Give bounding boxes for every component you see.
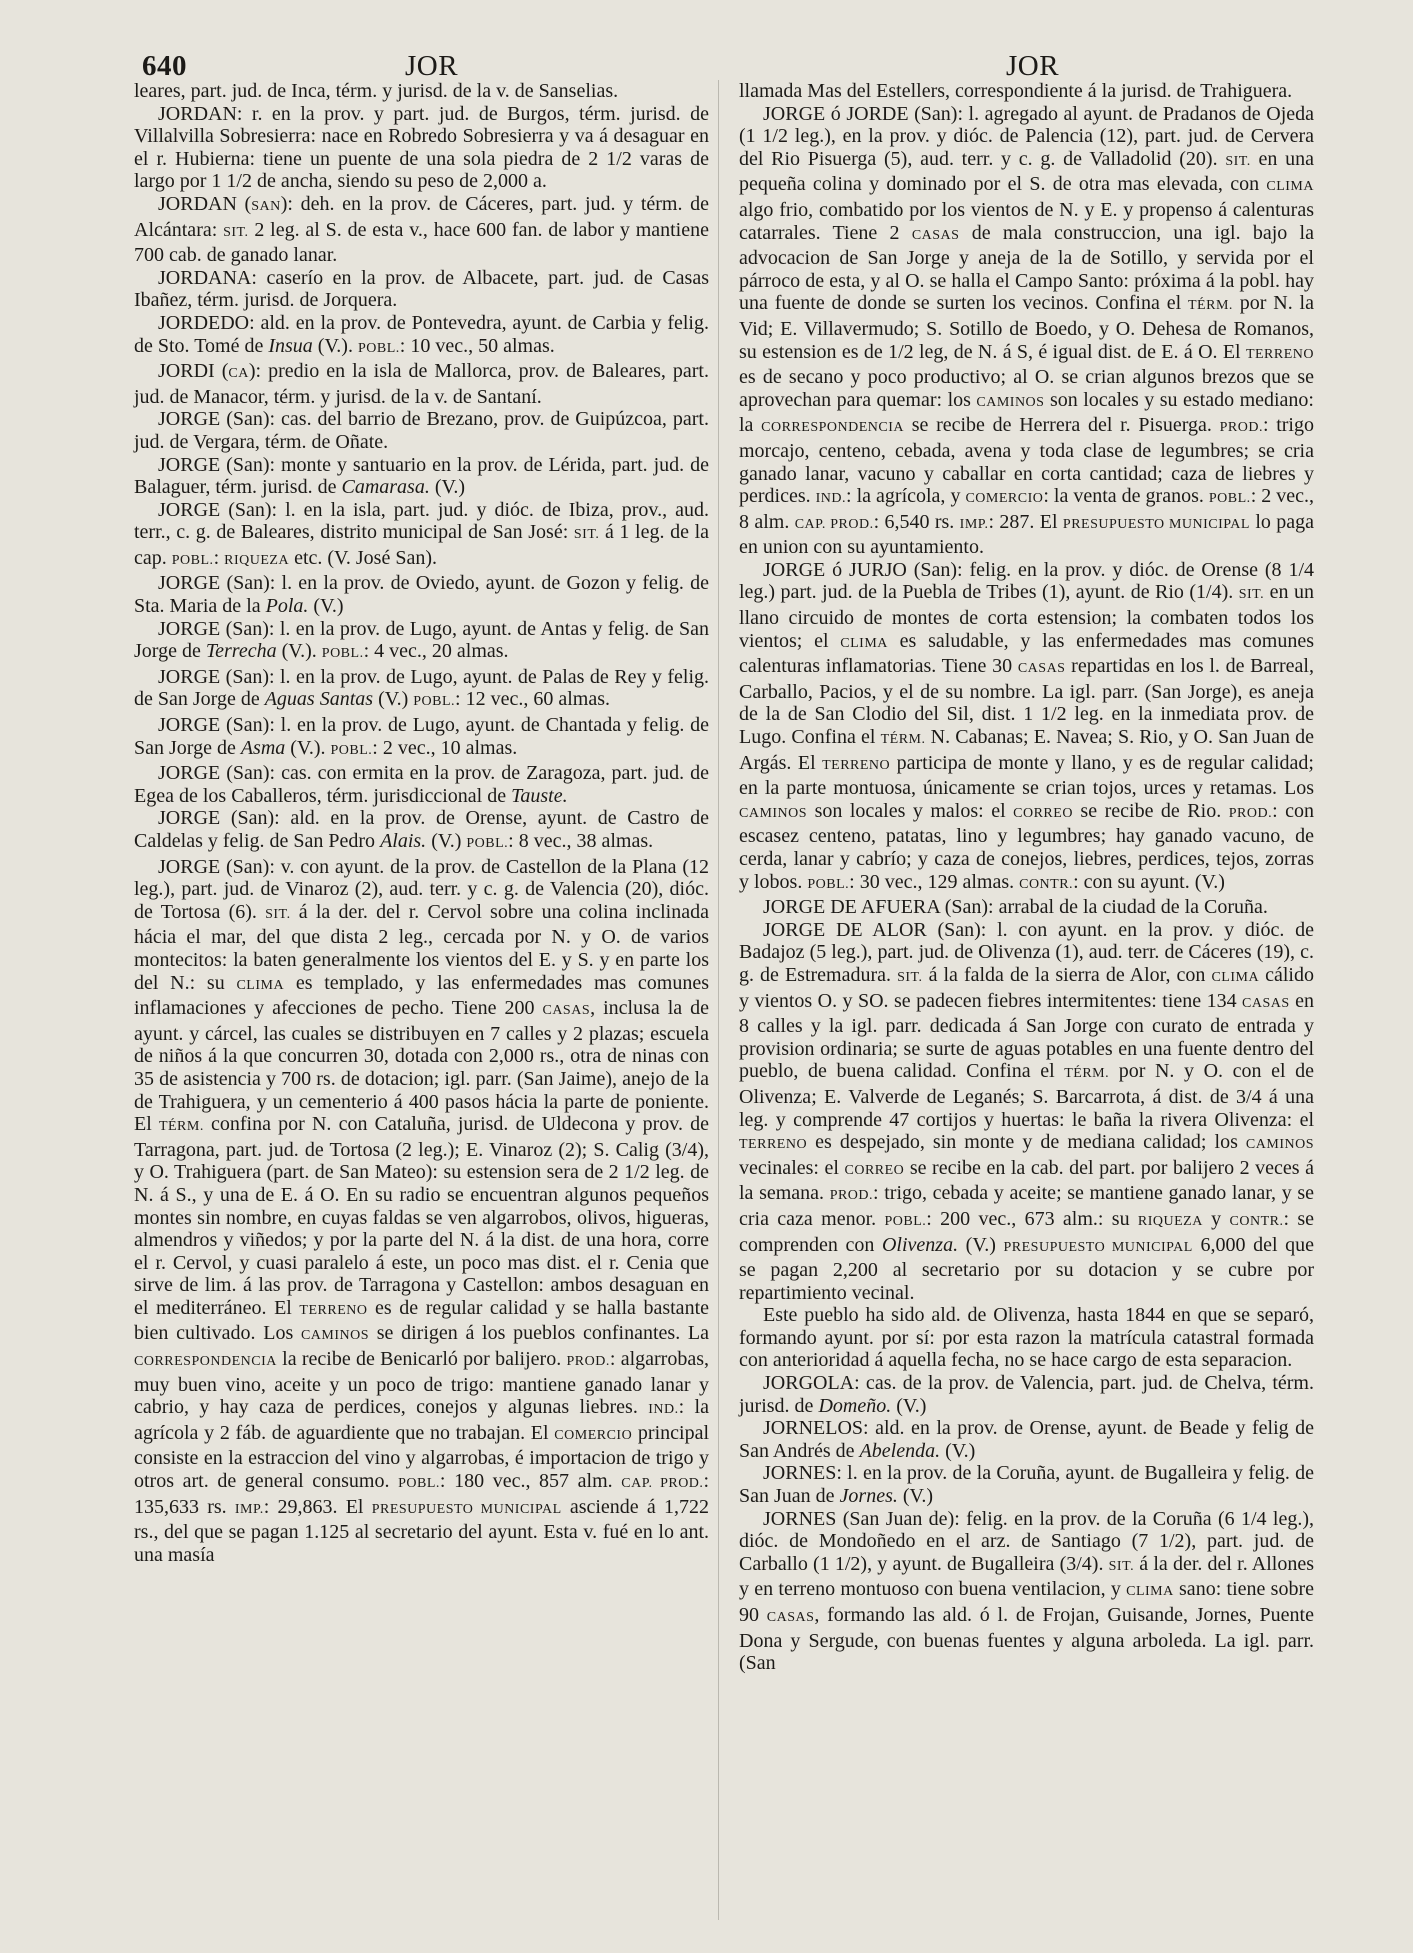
entry-text: (V.) [426, 830, 467, 852]
small-caps-term: CASAS [1017, 661, 1066, 677]
entry-continuation [134, 80, 709, 103]
small-caps-term: CASAS [542, 1003, 591, 1019]
small-caps-term: CORREO [844, 1162, 905, 1178]
entry-text: JORDAN: r. en la prov. y part. jud. de Burgos, térm. jurisd. de Villalvilla Sobresierra: nace en Robredo Sobresierra y va á desaguar en el r. Hubierna: tiene un puente de una sola piedra de 2 1/2 varas de largo por 1 1/2 de ancha, siendo su peso de 2,000 a. [134, 102, 709, 193]
entry-text: JORGE DE AFUERA (San): arrabal de la ciudad de la Coruña. [763, 896, 1268, 919]
gazetteer-entry [134, 666, 709, 714]
small-caps-term: POBL. [330, 742, 373, 758]
entry-text: JORGE (San): l. en la prov. de Oviedo, ayunt. de Gozon y felig. de Sta. Maria de la [134, 572, 709, 618]
entry-text: repartidas en los l. de Barreal, Carballo, Pacios, y el de su nombre. La igl. parr. (San Jorge), es aneja de la de San Clodio del Sil, dist. 1 1/2 leg. en la inmediata prov. de Lugo. Confina el [739, 655, 1314, 749]
entry-text: : con escasez centeno, patatas, lino y legumbres; hay ganado vacuno, de cerda, lanar y cabrío; y caza de conejos, liebres, perdices, tejos, zorras y lobos. [739, 799, 1315, 893]
entry-text: : 287. El [988, 510, 1063, 533]
entry-text: JORGE ó JURJO (San): felig. en la prov. y dióc. de Orense (8 1/4 leg.) part. jud. de la Puebla de Tribes (1), ayunt. de Rio (1/4). [739, 558, 1314, 604]
entry-text: JORGE ó JORDE (San): l. agregado al ayunt. de Pradanos de Ojeda (1 1/2 leg.), en la prov. y dióc. de Palencia (12), part. jud. de Cervera del Rio Pisuerga (5), aud. terr. y c. g. de Valladolid (20). [739, 102, 1314, 170]
small-caps-term: IND. [815, 491, 847, 507]
entry-text: es saludable, y las enfermedades mas comunes calenturas inflamatorias. Tiene 30 [739, 629, 1315, 678]
entry-text: JORDANA: caserío en la prov. de Albacete, part. jud. de Casas Ibañez, térm. jurisd. de Jorquera. [134, 266, 709, 312]
entry-text: y [1202, 1207, 1230, 1230]
entry-text: cálido y vientos O. y SO. se padecen fiebres intermitentes: tiene 134 [739, 963, 1314, 1012]
gazetteer-entry [739, 919, 1314, 1305]
entry-text: JORGE (San): l. en la isla, part. jud. y dióc. de Ibiza, prov., aud. terr., c. g. de Baleares, distrito municipal de San José: [134, 498, 709, 544]
small-caps-term: SIT. [1108, 1558, 1135, 1574]
entry-text: es de secano y poco productivo; al O. se crian algunos brezos que se aprovechan para quemar: los [739, 366, 1314, 411]
small-caps-term: CAMINOS [739, 805, 808, 821]
small-caps-term: COMERCIO [554, 1427, 633, 1443]
small-caps-term: POBL. [398, 1476, 440, 1492]
small-caps-term: SIT. [223, 224, 249, 240]
small-caps-term: CLIMA [1126, 1584, 1174, 1600]
entry-text: sano: tiene sobre 90 [739, 1578, 1314, 1626]
small-caps-term: CAP. PROD. [794, 516, 874, 532]
entry-text: á 1 leg. de la cap. [134, 521, 710, 569]
entry-text: algo frio, combatido por los vientos de N. y E. y propenso á calenturas catarrales. Tiene 2 [739, 198, 1314, 244]
gazetteer-entry [134, 499, 709, 573]
entry-text: : la venta de granos. [1043, 485, 1209, 508]
entry-text: JORGE DE ALOR (San): l. con ayunt. en la prov. y dióc. de Badajoz (5 leg.), part. jud. de Olivenza (1), aud. terr. de Cáceres (19), c. g. de Estremadura. [739, 918, 1314, 986]
small-caps-term: PRESUPUESTO MUNICIPAL [1062, 516, 1250, 532]
small-caps-term: CAMINOS [300, 1328, 370, 1344]
small-caps-term: CAP. PROD. [621, 1476, 704, 1492]
small-caps-term: PROD. [829, 1188, 874, 1204]
small-caps-term: CLIMA [1266, 179, 1314, 195]
entry-text: á la der. del r. Allones y en terreno montuoso con buena ventilacion, y [739, 1552, 1315, 1601]
small-caps-term: CASAS [766, 1610, 815, 1625]
entry-text: : 10 vec., 50 almas. [399, 334, 555, 357]
entry-text: JORDEDO: ald. en la prov. de Pontevedra, ayunt. de Carbia y felig. de Sto. Tomé de [134, 311, 709, 357]
gazetteer-entry [739, 1508, 1314, 1675]
italic-reference: Camarasa. [341, 476, 430, 499]
entry-text: : la agrícola, y [846, 485, 966, 508]
entry-text: : 2 vec., 10 almas. [372, 736, 518, 759]
italic-reference: Pola. [265, 595, 309, 618]
entry-text: ): deh. en la prov. de Cáceres, part. jud. y térm. de Alcántara: [134, 192, 709, 241]
small-caps-term: CASAS [911, 227, 960, 243]
entry-text: : 4 vec., 20 almas. [363, 640, 509, 663]
small-caps-term: POBL. [357, 340, 400, 356]
entry-text: (V.) [897, 1485, 934, 1508]
entry-text: (V.) [373, 688, 414, 711]
entry-text: : con su ayunt. (V.) [1073, 870, 1225, 893]
small-caps-term: SAN [251, 198, 281, 214]
entry-text: JORGE (San): ald. en la prov. de Orense, ayunt. de Castro de Caldelas y felig. de San Pedro [134, 807, 709, 852]
entry-text: : algarrobas, muy buen vino, aceite y un poco de trigo: mantiene ganado lanar y cabrio, y hay caza de perdices, conejos y algunas liebres. [134, 1348, 709, 1419]
gazetteer-entry [134, 103, 709, 193]
entry-text: : 6,540 rs. [873, 510, 960, 533]
small-caps-term: COMERCIO [965, 491, 1044, 507]
entry-text: : 8 vec., 38 almas. [508, 830, 654, 852]
gazetteer-entry [134, 714, 709, 762]
italic-reference: Aguas Santas [264, 688, 374, 711]
gazetteer-entry [134, 193, 709, 267]
entry-text: (V.) [308, 595, 344, 618]
entry-text: son locales y malos: el [807, 799, 1014, 822]
gazetteer-entry [739, 103, 1314, 559]
entry-text: : [213, 546, 225, 569]
gazetteer-entry [134, 312, 709, 360]
small-caps-term: SIT. [573, 527, 600, 543]
entry-text: confina por N. con Cataluña, jurisd. de Uldecona y prov. de Tarragona, part. jud. de Tortosa (2 leg.); E. Vinaroz (2); S. Calig (3/4), y O. Trahiguera (part. de San Mateo): su estension sera de 2 1/2 leg. de N. á S., y una de E. á O. En su radio se encuentran algunos pequeños montes sin nombre, en cuyas faldas se ven algarrobos, olivos, higueras, almendros y viñedos; y por la parte del N. á la dist. de una hora, corre el r. Cervol, y cuasi paralelo á este, un poco mas dist. el r. Cenia que sirve de lim. á las prov. de Tarragona y Castellon: ambos desaguan en el mediterráneo. El [134, 1113, 710, 1319]
small-caps-term: RIQUEZA [1137, 1213, 1203, 1229]
entry-text: JORGOLA: cas. de la prov. de Valencia, part. jud. de Chelva, térm. jurisd. de [739, 1372, 1314, 1417]
entry-text: : 30 vec., 129 almas. [849, 870, 1020, 893]
entry-text: : 2 vec., 8 alm. [739, 485, 1315, 533]
entry-text: llamada Mas del Estellers, correspondiente á la jurisd. de Trahiguera. [739, 80, 1293, 102]
small-caps-term: POBL. [466, 836, 509, 851]
entry-text: se dirigen á los pueblos confinantes. La [369, 1322, 709, 1345]
entry-text: 6,000 del que se pagan 2,200 al secretario por su dotacion y se cubre por repartimiento vecinal. [739, 1233, 1315, 1304]
italic-reference: Alais. [380, 830, 427, 852]
italic-reference: Domeño. [818, 1394, 892, 1417]
small-caps-term: TERRENO [299, 1302, 368, 1318]
entry-text: asciende á 1,722 rs., del que se pagan 1.125 al secretario del ayunt. Esta v. fué en lo ant. una masía [134, 1495, 709, 1566]
small-caps-term: TÉRM. [1188, 298, 1233, 314]
gazetteer-entry [134, 762, 709, 807]
small-caps-term: CLIMA [840, 635, 888, 651]
italic-reference: Insua [268, 334, 313, 357]
entry-text: etc. (V. José San). [289, 546, 438, 569]
entry-text: en 8 calles y la igl. parr. dedicada á San Jorge con curato de entrada y provision ordinaria; se surte de aguas potables en una fuente dentro del pueblo, de buena calidad. Confina el [739, 989, 1314, 1083]
small-caps-term: IMP. [959, 516, 989, 532]
small-caps-term: POBL. [807, 876, 850, 892]
entry-text: vecinales: el [739, 1156, 845, 1179]
entry-text: JORGE (San): monte y santuario en la prov. de Lérida, part. jud. de Balaguer, térm. jurisd. de [134, 453, 709, 499]
gazetteer-entry [739, 559, 1314, 896]
running-head-right: JOR [1006, 50, 1060, 82]
entry-text: JORGE (San): l. en la prov. de Lugo, ayunt. de Antas y felig. de San Jorge de [134, 617, 709, 663]
gazetteer-entry [134, 618, 709, 666]
small-caps-term: SIT. [897, 969, 923, 985]
small-caps-term: CLIMA [1211, 969, 1260, 985]
italic-reference: Jornes. [839, 1485, 898, 1508]
entry-text: á la falda de la sierra de Alor, con [922, 963, 1212, 986]
gazetteer-entry [739, 896, 1314, 919]
entry-text: principal consiste en la estraccion del vino y algarrobas, é importacion de trigo y otros art. de general consumo. [134, 1421, 710, 1493]
entry-text: : 200 vec., 673 alm.: su [926, 1207, 1138, 1230]
entry-text: (V.) [891, 1394, 927, 1417]
entry-text: es de regular calidad y se halla bastante bien cultivado. Los [134, 1296, 709, 1345]
entry-text: JORDAN ( [158, 192, 252, 215]
italic-reference: Olivenza. [881, 1233, 959, 1256]
entry-text: : 12 vec., 60 almas. [455, 688, 611, 711]
right-column [739, 80, 1314, 1675]
entry-text: JORGE (San): cas. del barrio de Brezano, prov. de Guipúzcoa, part. jud. de Vergara, térm. de Oñate. [134, 408, 709, 453]
small-caps-term: CAMINOS [1245, 1137, 1314, 1153]
small-caps-term: PROD. [1228, 805, 1273, 821]
entry-text: es templado, y las enfermedades mas comunes inflamaciones y afecciones de pecho. Tiene 200 [134, 971, 709, 1020]
entry-text: , inclusa la de ayunt. y cárcel, las cuales se distribuyen en 7 calles y 2 plazas; escuela de niños á la que concurren 30, dotada con 2,000 rs., otra de ninas con 35 de asistencia y 700 rs. de dotacion; igl. parr. (San Jaime), anejo de la de Trahiguera, y un cementerio á 400 pasos hácia la parte de poniente. El [134, 997, 710, 1136]
gazetteer-entry [134, 572, 709, 617]
entry-text: lo paga en union con su ayuntamiento. [739, 510, 1315, 559]
running-head-left: JOR [405, 50, 459, 82]
entry-text: en un llano circuido de montes de corta estension; la combaten todos los vientos; el [739, 581, 1314, 652]
entry-text: JORGE (San): l. en la prov. de Lugo, ayunt. de Palas de Rey y felig. de San Jorge de [134, 665, 709, 711]
entry-text: la recibe de Benicarló por balijero. [276, 1348, 567, 1371]
entry-text: N. Cabanas; E. Navea; S. Rio, y O. San Juan de Argás. El [739, 726, 1314, 774]
gazetteer-entry [134, 360, 709, 408]
entry-text: : trigo, cebada y aceite; se mantiene ganado lanar, y se cria caza menor. [739, 1182, 1315, 1230]
entry-text: JORNELOS: ald. en la prov. de Orense, ayunt. de Beade y felig de San Andrés de [739, 1417, 1314, 1462]
gazetteer-entry [134, 807, 709, 855]
small-caps-term: PRESUPUESTO MUNICIPAL [1003, 1239, 1193, 1255]
entry-text: por N. y O. con el de Olivenza; E. Valverde de Leganés; S. Barcarrota, á dist. de 3/4 á una leg. y comprende 47 cortijos y huertas: le baña la rivera Olivenza: el [739, 1060, 1314, 1131]
entry-text: ): predio en la isla de Mallorca, prov. de Baleares, part. jud. de Manacor, térm. y jurisd. de la v. de Santaní. [134, 360, 709, 408]
left-column [134, 80, 709, 1566]
entry-text: leares, part. jud. de Inca, térm. y jurisd. de la v. de Sanselias. [134, 80, 619, 102]
small-caps-term: CORREO [1013, 805, 1073, 821]
entry-text: : 180 vec., 857 alm. [439, 1470, 622, 1493]
small-caps-term: POBL. [413, 694, 456, 710]
entry-text: JORGE (San): v. con ayunt. de la prov. de Castellon de la Plana (12 leg.), part. jud. de Vinaroz (2), aud. terr. y c. g. de Valencia (20), dióc. de Tortosa (6). [134, 855, 709, 923]
gazetteer-entry [739, 1372, 1314, 1417]
entry-text: (V.). [285, 736, 331, 759]
entry-text: se recibe en la cab. del part. por balijero 2 veces á la semana. [739, 1156, 1314, 1205]
small-caps-term: TÉRM. [1064, 1066, 1110, 1082]
small-caps-term: CORRESPONDENCIA [134, 1354, 277, 1370]
entry-text: Este pueblo ha sido ald. de Olivenza, hasta 1844 en que se separó, formando ayunt. por sí: por esta razon la matrícula catastral formada con anterioridad á aquella fecha, no se hace cargo de esta separacion. [739, 1304, 1314, 1372]
italic-reference: Asma [240, 736, 286, 759]
entry-text: en una pequeña colina y dominado por el S. de otra mas elevada, con [739, 147, 1314, 196]
small-caps-term: POBL. [321, 646, 364, 662]
entry-text: JORDI ( [158, 360, 229, 383]
page-number: 640 [142, 50, 187, 82]
small-caps-term: IMP. [234, 1501, 264, 1517]
small-caps-term: TERRENO [822, 757, 891, 773]
entry-continuation [739, 80, 1314, 103]
entry-text: son locales y su estado mediano: la [739, 388, 1314, 437]
entry-text: : se comprenden con [739, 1207, 1315, 1256]
entry-text: : 135,633 rs. [134, 1470, 709, 1518]
italic-reference: Terrecha [205, 640, 277, 663]
small-caps-term: CORRESPONDENCIA [761, 420, 904, 436]
small-caps-term: SIT. [1238, 587, 1265, 603]
small-caps-term: IND. [648, 1402, 679, 1418]
gazetteer-entry [134, 856, 709, 1567]
column-divider [718, 80, 719, 1920]
entry-text: JORNES: l. en la prov. de la Coruña, ayunt. de Bugalleira y felig. de San Juan de [739, 1462, 1314, 1508]
entry-text: JORGE (San): cas. con ermita en la prov. de Zaragoza, part. jud. de Egea de los Caballeros, térm. jurisdiccional de [134, 762, 709, 807]
entry-text: JORGE (San): l. en la prov. de Lugo, ayunt. de Chantada y felig. de San Jorge de [134, 714, 709, 759]
small-caps-term: PRESUPUESTO MUNICIPAL [371, 1501, 562, 1517]
small-caps-term: POBL. [171, 552, 214, 568]
entry-text: se recibe de Herrera del r. Pisuerga. [904, 414, 1220, 437]
small-caps-term: PROD. [1219, 420, 1263, 436]
entry-text: se recibe de Rio. [1072, 799, 1229, 822]
gazetteer-entry [134, 454, 709, 499]
small-caps-term: SIT. [265, 906, 291, 922]
entry-text: (V.). [312, 334, 358, 357]
entry-text: : 29,863. El [263, 1495, 372, 1518]
entry-text: es despejado, sin monte y de mediana calidad; los [807, 1131, 1246, 1154]
entry-text: : trigo morcajo, centeno, cebada, avena y toda clase de legumbres; se cria ganado lanar, vacuno y caballar en corta cantidad; caza de liebres y perdices. [739, 414, 1314, 508]
entry-text: por N. la Vid; E. Villavermudo; S. Sotillo de Boedo, y O. Dehesa de Romanos, su estension es de 1/2 leg, de N. á S, é igual dist. de E. á O. El [739, 292, 1314, 363]
italic-reference: Tauste. [511, 784, 568, 807]
small-caps-term: CAMINOS [976, 394, 1045, 410]
small-caps-term: CASAS [1242, 995, 1290, 1011]
gazetteer-entry [739, 1417, 1314, 1462]
small-caps-term: PROD. [566, 1354, 610, 1370]
small-caps-term: POBL. [1208, 491, 1251, 507]
entry-text: (V.) [940, 1439, 976, 1462]
gazetteer-entry [739, 1304, 1314, 1372]
entry-text: (V.) [429, 476, 466, 499]
small-caps-term: TÉRM. [158, 1119, 204, 1135]
entry-text: á la der. del r. Cervol sobre una colina inclinada hácia el mar, del que dista 2 leg., cercada por N. y O. de varios montecitos: la baten generalmente los vientos del E. y S. y en parte los del N.: su [134, 900, 709, 994]
entry-text: 2 leg. al S. de esta v., hace 600 fan. de labor y mantiene 700 cab. de ganado lanar. [134, 218, 709, 267]
entry-text: (V.). [276, 640, 322, 663]
entry-text: de mala construccion, una igl. bajo la advocacion de San Jorge y aneja de la de Sotillo, y servida por el párroco de esta, y al O. se halla el Campo Santo: próxima á la pobl. hay una fuente de donde se surten los vecinos. Confina el [739, 221, 1314, 315]
entry-text: JORNES (San Juan de): felig. en la prov. de la Coruña (6 1/4 leg.), dióc. de Mondoñedo en el arz. de Santiago (7 1/2), part. jud. de Carballo (1 1/2), y ayunt. de Bugalleira (3/4). [739, 1507, 1314, 1575]
gazetteer-entry [739, 1462, 1314, 1507]
italic-reference: Abelenda. [859, 1439, 941, 1462]
small-caps-term: POBL. [884, 1213, 927, 1229]
entry-text: , formando las ald. ó l. de Frojan, Guisande, Jornes, Puente Dona y Sergude, con buenas fuentes y alguna arboleda. La igl. parr. (San [739, 1604, 1314, 1675]
small-caps-term: TERRENO [1245, 346, 1314, 362]
small-caps-term: CONTR. [1229, 1213, 1284, 1229]
entry-text: (V.) [958, 1233, 1004, 1256]
gazetteer-entry [134, 408, 709, 453]
small-caps-term: SIT. [1225, 153, 1251, 169]
small-caps-term: RIQUEZA [224, 552, 290, 568]
gazetteer-entry [134, 267, 709, 312]
entry-text: : la agrícola y 2 fáb. de aguardiente que no trabajan. El [134, 1396, 709, 1444]
small-caps-term: CA [228, 366, 249, 382]
small-caps-term: CLIMA [236, 977, 285, 993]
small-caps-term: TERRENO [739, 1137, 808, 1153]
entry-text: participa de monte y llano, y es de regular calidad; en la parte montuosa, únicamente se crian tojos, urces y retamas. Los [739, 751, 1314, 800]
small-caps-term: TÉRM. [880, 732, 926, 748]
small-caps-term: CONTR. [1019, 876, 1074, 892]
